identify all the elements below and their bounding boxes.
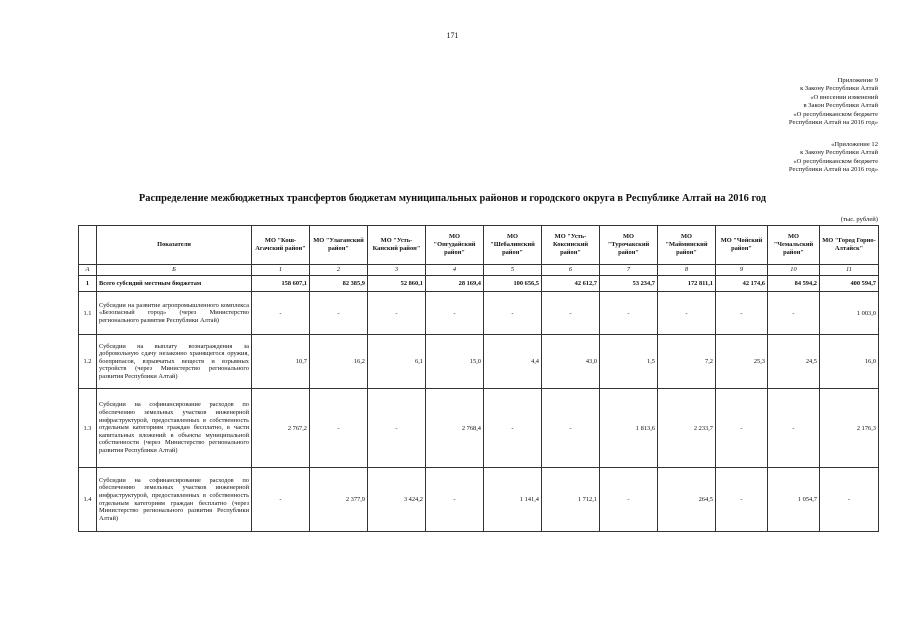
value-cell: 42 612,7 [542, 276, 600, 292]
table-row [79, 335, 879, 389]
row-indicator: Всего субсидий местным бюджетам [97, 276, 252, 292]
appendix-line: «О республиканском бюджете [793, 157, 878, 165]
value-cell: - [484, 389, 542, 468]
value-cell: 16,0 [820, 335, 879, 389]
appendix-line: к Закону Республики Алтай [800, 85, 878, 93]
table-row [79, 292, 879, 335]
column-header: МО "Турочакский район" [600, 226, 658, 265]
row-indicator: Субсидии на софинансирование расходов по обеспечению земельных участков инженерной инфраструктурой, предоставленных в собственность отдельным категориям граждан бесплатно (через Министерство регионального развития Республики Алтай) [97, 468, 252, 532]
appendix-line: «О республиканском бюджете [793, 110, 878, 118]
value-cell: - [426, 468, 484, 532]
value-cell: 28 169,4 [426, 276, 484, 292]
index-cell: 11 [820, 265, 879, 276]
appendix-note-primary [789, 77, 878, 127]
column-header: МО "Шебалинский район" [484, 226, 542, 265]
value-cell: - [716, 389, 768, 468]
index-cell: 8 [658, 265, 716, 276]
value-cell: 42 174,6 [716, 276, 768, 292]
column-header: МО "Майминский район" [658, 226, 716, 265]
value-cell: 3 424,2 [368, 468, 426, 532]
index-cell: 4 [426, 265, 484, 276]
page-number: 171 [446, 31, 459, 40]
appendix-line: «О внесении изменений [810, 93, 878, 101]
units-label: (тыс. рублей) [840, 216, 878, 223]
value-cell: 400 594,7 [820, 276, 879, 292]
value-cell: 15,0 [426, 335, 484, 389]
value-cell: - [542, 389, 600, 468]
column-header: МО "Улаганский район" [310, 226, 368, 265]
table-row [79, 276, 879, 292]
value-cell: 100 656,5 [484, 276, 542, 292]
value-cell: 4,4 [484, 335, 542, 389]
value-cell: 2 767,2 [252, 389, 310, 468]
value-cell: 10,7 [252, 335, 310, 389]
index-cell: Б [97, 265, 252, 276]
value-cell: - [310, 389, 368, 468]
value-cell: 2 377,9 [310, 468, 368, 532]
document-title: Распределение межбюджетных трансфертов бюджетам муниципальных районов и городского округа в Республике Алтай на 2016 год [138, 193, 767, 204]
index-cell: 10 [768, 265, 820, 276]
column-header: МО "Усть-Канский район" [368, 226, 426, 265]
row-code: 1.3 [79, 389, 97, 468]
transfers-table [78, 225, 879, 532]
table-row [79, 468, 879, 532]
value-cell: 2 768,4 [426, 389, 484, 468]
column-header: МО "Кош-Агачский район" [252, 226, 310, 265]
value-cell: 25,3 [716, 335, 768, 389]
value-cell: 1 141,4 [484, 468, 542, 532]
value-cell: 16,2 [310, 335, 368, 389]
index-cell: 7 [600, 265, 658, 276]
header-code-cell [79, 226, 97, 265]
row-indicator: Субсидии на выплату вознаграждения за добровольную сдачу незаконно хранящегося оружия, боеприпасов, взрывчатых веществ и взрывных устройств (через Министерство регионального развития Республики Алтай) [97, 335, 252, 389]
value-cell: - [310, 292, 368, 335]
value-cell: - [368, 292, 426, 335]
value-cell: - [768, 292, 820, 335]
value-cell: - [600, 292, 658, 335]
index-cell: 9 [716, 265, 768, 276]
value-cell: 172 811,1 [658, 276, 716, 292]
table-index-row [79, 265, 879, 276]
value-cell: 53 234,7 [600, 276, 658, 292]
value-cell: 1 003,0 [820, 292, 879, 335]
value-cell: - [252, 468, 310, 532]
appendix-line: «Приложение 12 [831, 141, 878, 148]
value-cell: 158 607,1 [252, 276, 310, 292]
value-cell: 6,1 [368, 335, 426, 389]
header-indicator: Показатели [97, 226, 252, 265]
appendix-line: Республики Алтай на 2016 год» [788, 166, 878, 174]
value-cell: 1 712,1 [542, 468, 600, 532]
row-code: 1.2 [79, 335, 97, 389]
value-cell: - [600, 468, 658, 532]
value-cell: - [368, 389, 426, 468]
value-cell: 1 813,6 [600, 389, 658, 468]
value-cell: - [484, 292, 542, 335]
index-cell: А [79, 265, 97, 276]
index-cell: 2 [310, 265, 368, 276]
value-cell: - [716, 468, 768, 532]
appendix-line: Республики Алтай на 2016 год» [788, 119, 878, 127]
column-header: МО "Чойский район" [716, 226, 768, 265]
value-cell: 2 176,3 [820, 389, 879, 468]
index-cell: 5 [484, 265, 542, 276]
appendix-line: Приложение 9 [837, 77, 878, 84]
value-cell: - [426, 292, 484, 335]
value-cell: 24,5 [768, 335, 820, 389]
value-cell: 43,0 [542, 335, 600, 389]
value-cell: - [252, 292, 310, 335]
column-header: МО "Чемальский район" [768, 226, 820, 265]
value-cell: 82 385,9 [310, 276, 368, 292]
value-cell: 52 860,1 [368, 276, 426, 292]
row-code: 1 [79, 276, 97, 292]
row-code: 1.1 [79, 292, 97, 335]
value-cell: - [820, 468, 879, 532]
value-cell: 1,5 [600, 335, 658, 389]
index-cell: 1 [252, 265, 310, 276]
appendix-line: в Закон Республики Алтай [803, 102, 878, 110]
column-header: МО "Город Горно-Алтайск" [820, 226, 879, 265]
table-row [79, 389, 879, 468]
value-cell: - [716, 292, 768, 335]
value-cell: - [542, 292, 600, 335]
value-cell: 1 054,7 [768, 468, 820, 532]
column-header: МО "Онгудайский район" [426, 226, 484, 265]
value-cell: - [768, 389, 820, 468]
index-cell: 3 [368, 265, 426, 276]
value-cell: 84 594,2 [768, 276, 820, 292]
value-cell: 2 233,7 [658, 389, 716, 468]
row-code: 1.4 [79, 468, 97, 532]
appendix-line: к Закону Республики Алтай [800, 149, 878, 157]
table-header-row [79, 226, 879, 265]
row-indicator: Субсидии на софинансирование расходов по обеспечению земельных участков инженерной инфраструктурой, предоставленных в собственность отдельным категориям граждан бесплатно, в части капитальных вложений в объекты муниципальной собственности (через Министерство регионального развития Республики Алтай) [97, 389, 252, 468]
value-cell: 7,2 [658, 335, 716, 389]
index-cell: 6 [542, 265, 600, 276]
column-header: МО "Усть-Коксинский район" [542, 226, 600, 265]
value-cell: 264,5 [658, 468, 716, 532]
value-cell: - [658, 292, 716, 335]
row-indicator: Субсидии на развитие агропромышленного комплекса «Безопасный город» (через Министерство регионального развития Республики Алтай) [97, 292, 252, 335]
appendix-note-secondary [789, 141, 878, 175]
